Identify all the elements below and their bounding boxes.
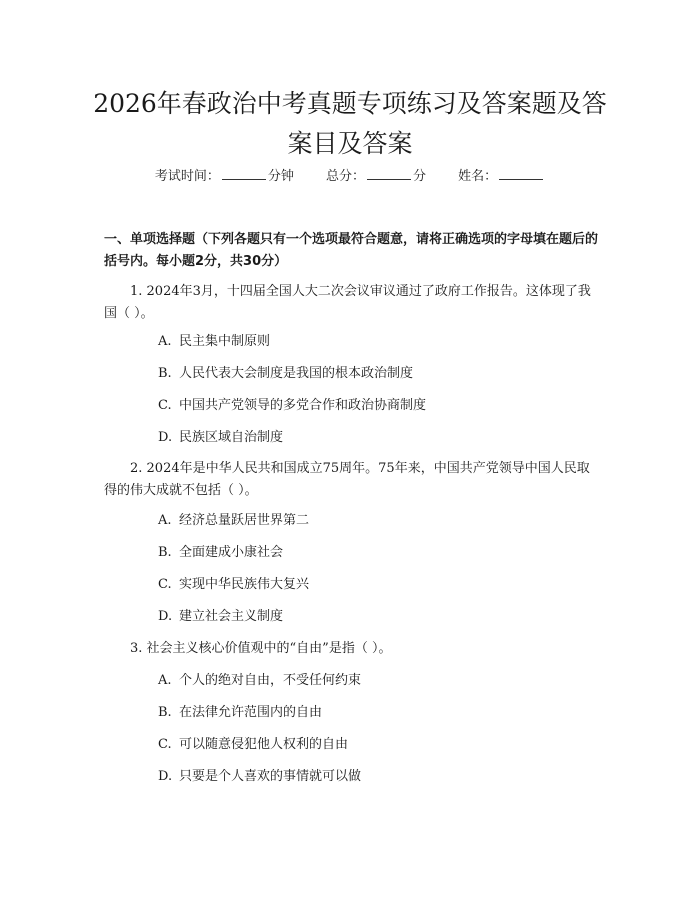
option-text: 个人的绝对自由，不受任何约束 xyxy=(179,673,362,688)
exam-time-blank xyxy=(222,166,266,180)
option-letter: D. xyxy=(158,769,173,784)
exam-time-field xyxy=(155,166,294,187)
exam-time-unit: 分钟 xyxy=(267,169,294,184)
option-item xyxy=(158,364,588,384)
option-text: 在法律允许范围内的自由 xyxy=(179,705,323,720)
student-name-field xyxy=(458,166,545,187)
option-text: 人民代表大会制度是我国的根本政治制度 xyxy=(179,366,414,381)
option-letter: A. xyxy=(158,673,172,688)
total-score-unit: 分 xyxy=(413,169,427,184)
total-score-blank xyxy=(367,166,411,180)
student-name-label: 姓名： xyxy=(458,169,498,184)
total-score-field xyxy=(326,166,426,187)
option-item xyxy=(158,767,588,787)
option-letter: C. xyxy=(158,737,172,752)
question-stem: 1. 2024年3月，十四届全国人大二次会议审议通过了政府工作报告。这体现了我国（ ）。 xyxy=(104,284,591,321)
option-text: 只要是个人喜欢的事情就可以做 xyxy=(179,769,362,784)
option-text: 全面建成小康社会 xyxy=(179,545,284,560)
question-stem: 3. 社会主义核心价值观中的“自由”是指（ ）。 xyxy=(130,641,392,656)
option-text: 经济总量跃居世界第二 xyxy=(179,513,310,528)
option-letter: D. xyxy=(158,609,173,624)
option-text: 民族区域自治制度 xyxy=(179,430,284,445)
exam-time-label: 考试时间： xyxy=(154,169,220,184)
option-letter: C. xyxy=(158,577,172,592)
option-text: 可以随意侵犯他人权利的自由 xyxy=(179,737,349,752)
option-text: 中国共产党领导的多党合作和政治协商制度 xyxy=(179,398,427,413)
option-item xyxy=(158,543,588,563)
option-letter: A. xyxy=(158,334,172,349)
option-letter: B. xyxy=(158,545,172,560)
question-stem: 2. 2024年是中华人民共和国成立75周年。75年来，中国共产党领导中国人民取得的伟大成就不包括（ ）。 xyxy=(104,461,590,498)
page-title: 2026年春政治中考真题专项练习及答案题及答案目及答案 xyxy=(93,89,607,158)
option-item xyxy=(158,703,588,723)
option-letter: C. xyxy=(158,398,172,413)
option-item xyxy=(158,607,588,627)
section-heading: 一、单项选择题（下列各题只有一个选项最符合题意，请将正确选项的字母填在题后的括号内。每小题2分，共30分） xyxy=(104,232,599,269)
student-name-blank xyxy=(499,166,543,180)
exam-info-line xyxy=(0,166,700,187)
option-letter: B. xyxy=(158,705,172,720)
option-letter: A. xyxy=(158,513,172,528)
option-item xyxy=(158,575,588,595)
option-letter: B. xyxy=(158,366,172,381)
option-item xyxy=(158,396,588,416)
option-text: 建立社会主义制度 xyxy=(179,609,284,624)
option-text: 实现中华民族伟大复兴 xyxy=(179,577,310,592)
option-item xyxy=(158,671,588,691)
option-text: 民主集中制原则 xyxy=(179,334,271,349)
option-item xyxy=(158,511,588,531)
option-item xyxy=(158,428,588,448)
option-letter: D. xyxy=(158,430,173,445)
option-item xyxy=(158,735,588,755)
option-item xyxy=(158,332,588,352)
total-score-label: 总分： xyxy=(325,169,365,184)
